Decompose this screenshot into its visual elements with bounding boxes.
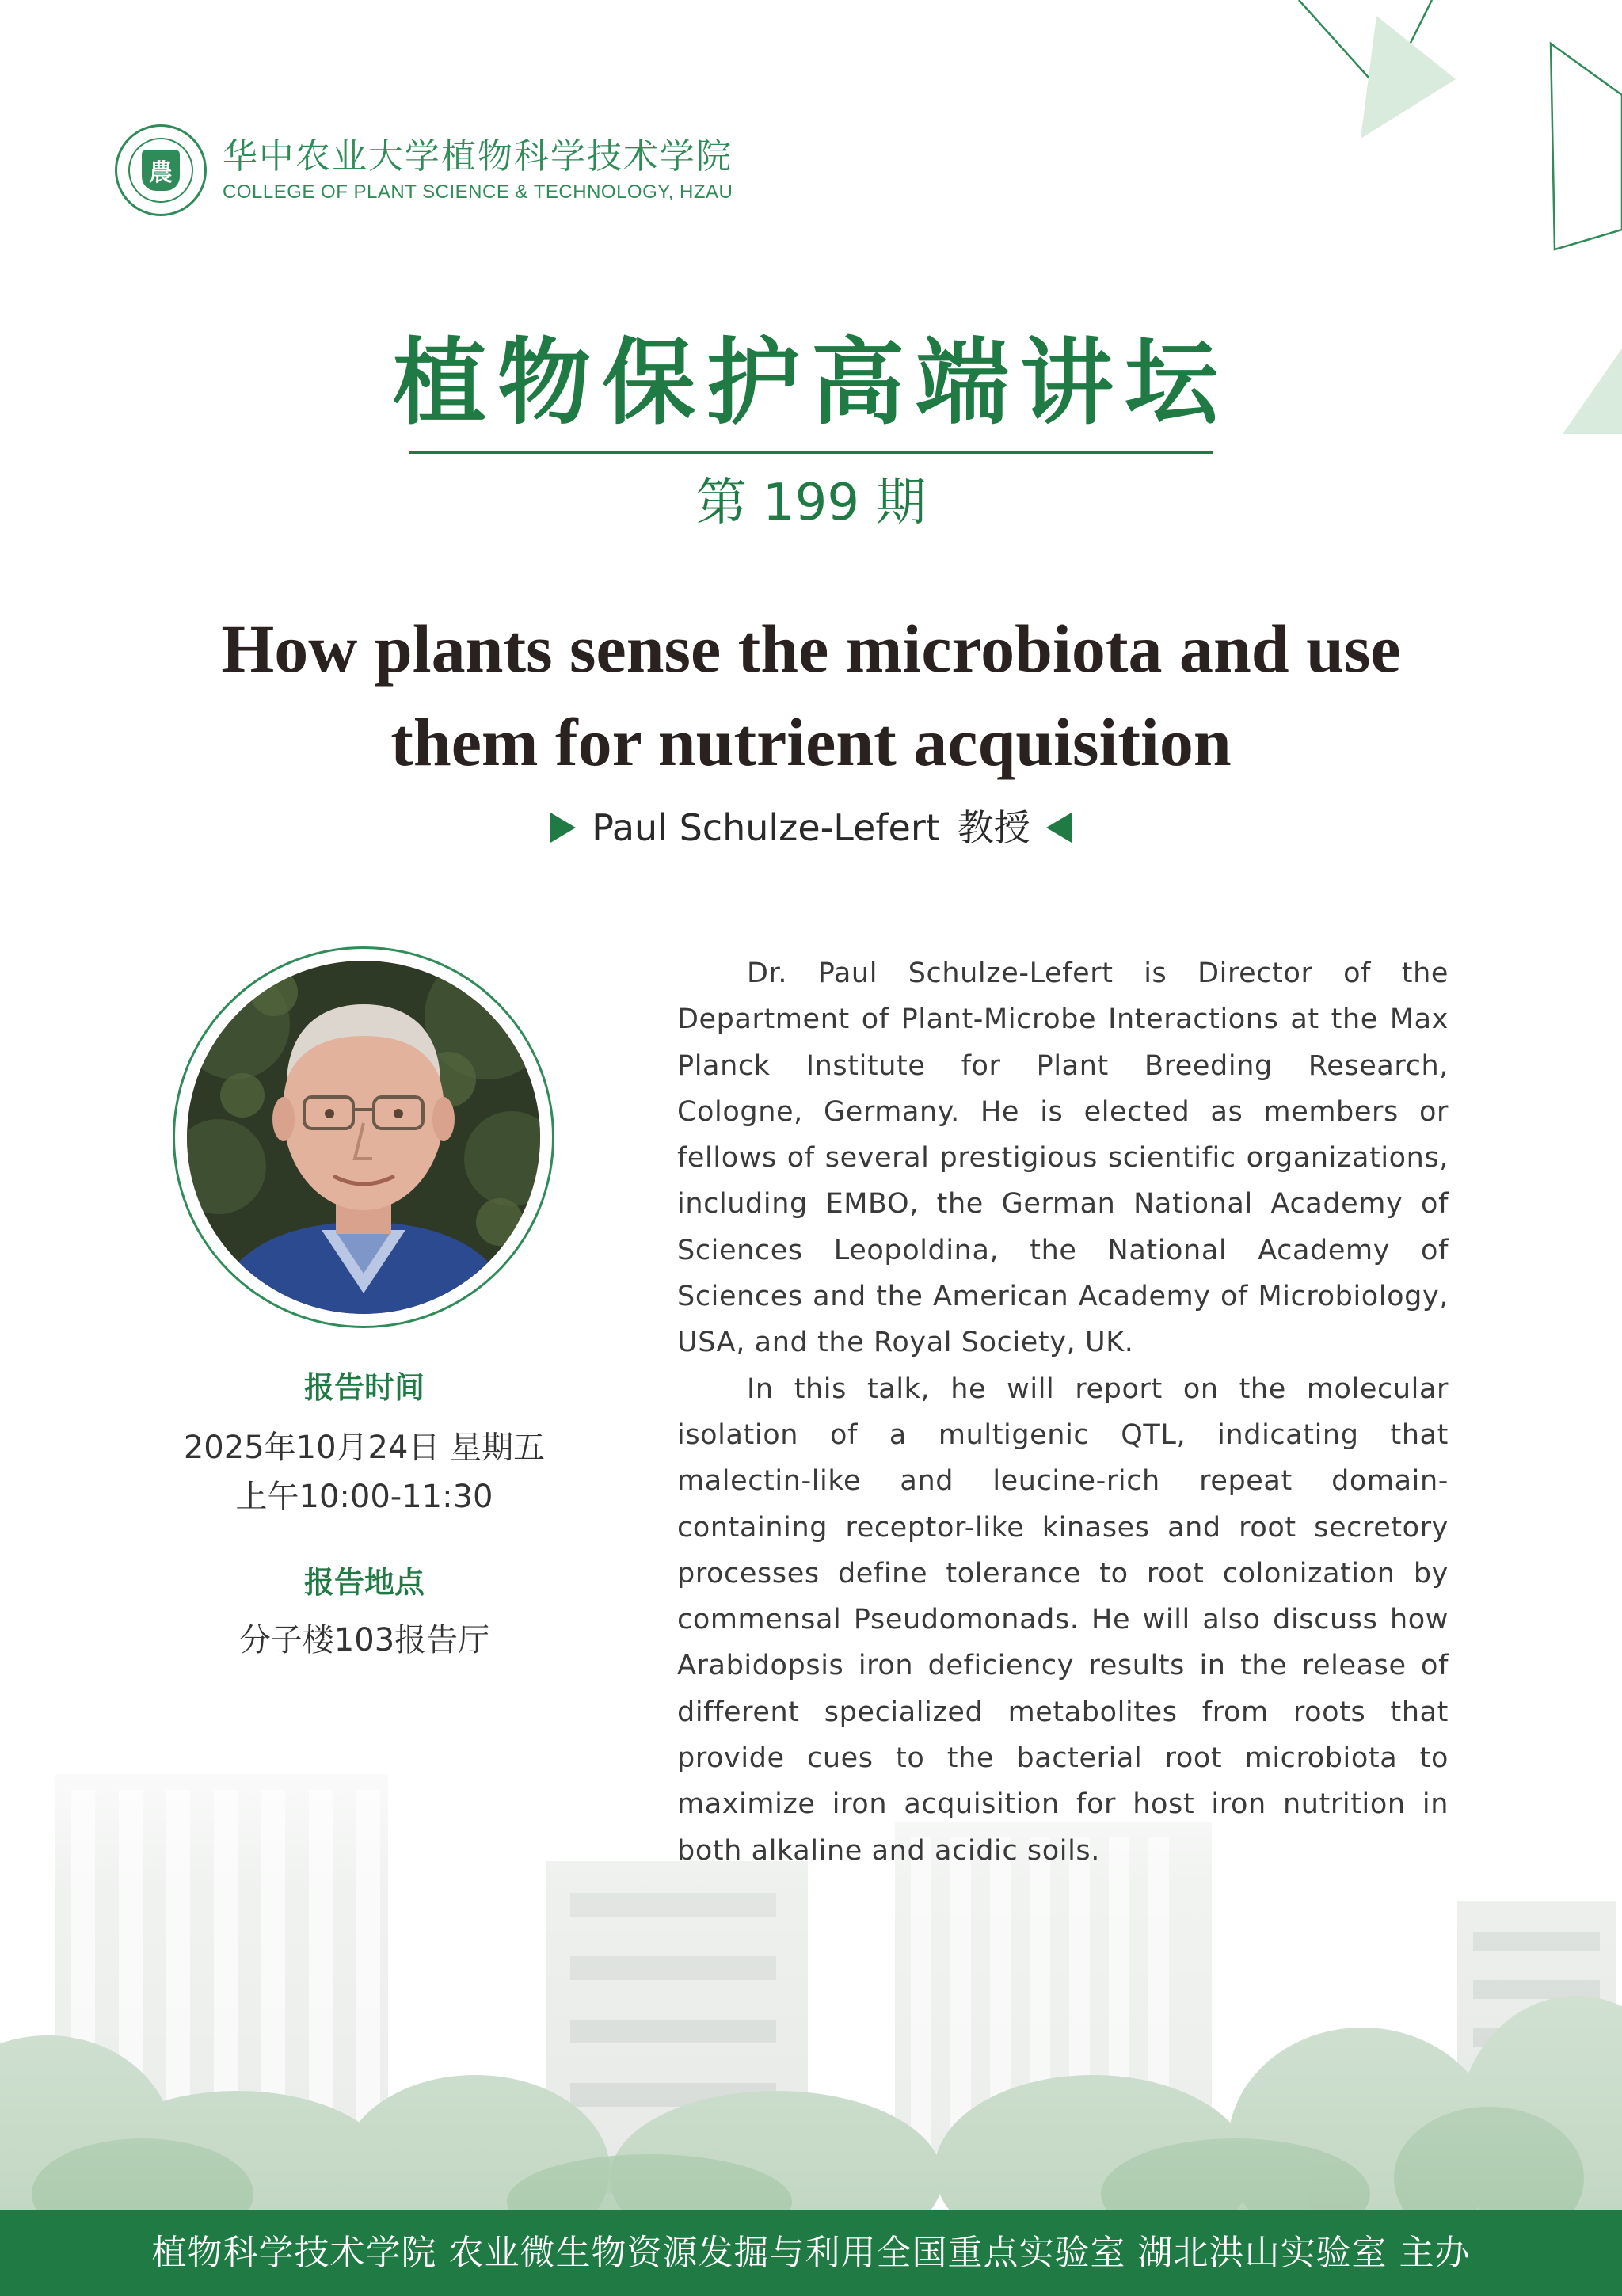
talk-time: 上午10:00-11:30 [235,1479,493,1515]
triangle-left-icon [1046,813,1072,843]
title-divider [409,451,1213,454]
bio-paragraph-1: Dr. Paul Schulze-Lefert is Director of the Department of Plant-Microbe Interactions at the Max Planck Institute for Plant Breeding Research, Cologne, Germany. He is elected as members or fellows of several prestigious scientific organizations, including EMBO, the German National Academy of Sciences Leopoldina, the National Academy of Sciences and the American Academy of Microbiology, USA, and the Royal Society, UK. [677,958,1449,1359]
organizers-footer: 植物科学技术学院 农业微生物资源发掘与利用全国重点实验室 湖北洪山实验室 主办 [0,2210,1622,2296]
place-block [127,1559,602,1606]
speaker-name: Paul Schulze-Lefert [592,806,940,849]
speaker-line [0,800,1622,855]
time-block [127,1364,602,1411]
speaker-photo [187,961,540,1314]
bio-paragraph-2: In this talk, he will report on the molecular isolation of a multigenic QTL, indicating that malectin-like and leucine-rich repeat domain-containing receptor-like kinases and root secretory processes define tolerance to root colonization by commensal Pseudomonads. He will also discuss how Arabidopsis iron deficiency results in the release of different specialized metabolites from roots that provide cues to the bacterial root microbiota to maximize iron acquisition for host iron nutrition in both alkaline and acidic soils. [677,1373,1449,1867]
talk-place: 分子楼103报告厅 [238,1622,490,1658]
speaker-title: 教授 [957,806,1030,849]
college-name-en: COLLEGE OF PLANT SCIENCE & TECHNOLOGY, HZAU [223,181,733,203]
series-title: 植物保护高端讲坛 [392,327,1229,437]
college-name-cn: 华中农业大学植物科学技术学院 [223,136,733,177]
talk-title-line-1: How plants sense the microbiota and use [221,611,1401,687]
college-seal-icon [115,124,207,216]
issue-number: 第 199 期 [695,474,927,532]
talk-date: 2025年10月24日 星期五 [183,1430,546,1466]
date-block [127,1423,602,1521]
speaker-bio [677,950,1449,1874]
triangle-right-icon [550,813,576,843]
place-value-block [127,1616,602,1665]
college-logo [115,123,733,218]
talk-title [127,602,1495,789]
seal-glyph: 農 [142,150,180,191]
place-label: 报告地点 [303,1565,425,1600]
time-label: 报告时间 [303,1370,425,1405]
talk-title-line-2: them for nutrient acquisition [390,704,1232,780]
